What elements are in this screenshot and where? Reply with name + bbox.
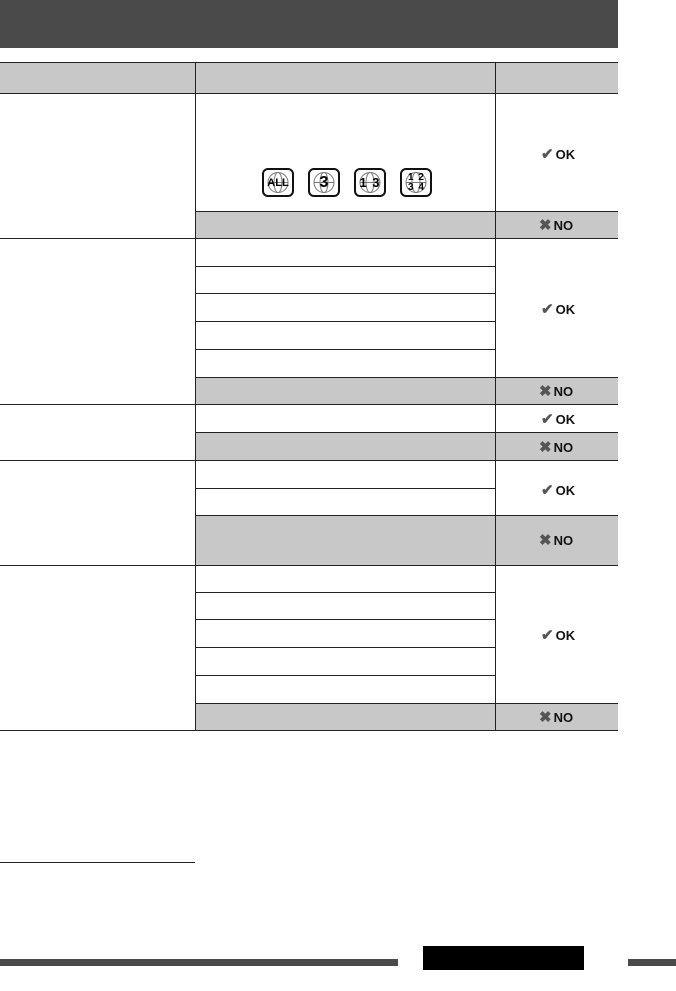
table-rule [195, 349, 495, 350]
cross-icon: ✖ [539, 532, 552, 549]
footer-bar [0, 959, 398, 966]
footer-bar [628, 959, 676, 966]
table-rule [195, 515, 618, 516]
ok-label: OK [555, 627, 576, 643]
no-label: NO [553, 217, 574, 233]
region-3-label: 3 [319, 173, 329, 191]
table-rule [195, 211, 618, 212]
table-rule [0, 404, 618, 405]
no-badge [539, 708, 573, 726]
page-title-bar [0, 0, 618, 48]
table-rule [0, 565, 618, 566]
cross-icon: ✖ [539, 383, 552, 400]
region-1-3-label: 1 3 [359, 175, 381, 190]
no-label: NO [553, 383, 574, 399]
no-badge [539, 382, 573, 400]
ok-label: OK [555, 482, 576, 498]
cross-icon: ✖ [539, 217, 552, 234]
check-icon: ✔ [541, 411, 554, 428]
region-1-2-3-4-label: 1 2 3 4 [408, 171, 424, 193]
ok-label: OK [555, 146, 576, 162]
region-1-2-3-4-icon [400, 168, 432, 197]
check-icon: ✔ [541, 146, 554, 163]
no-badge [539, 216, 573, 234]
ok-label: OK [555, 411, 576, 427]
ok-badge [541, 300, 575, 318]
no-label: NO [553, 709, 574, 725]
ok-badge [541, 410, 575, 428]
no-label: NO [553, 532, 574, 548]
ok-label: OK [555, 301, 576, 317]
table-divider [495, 62, 496, 730]
table-rule [195, 377, 618, 378]
footer-language-tab [423, 946, 584, 970]
ok-badge [541, 145, 575, 163]
table-rule [0, 460, 618, 461]
table-rule [195, 703, 618, 704]
table-rule [195, 592, 495, 593]
no-label: NO [553, 439, 574, 455]
no-badge [539, 531, 573, 549]
cross-icon: ✖ [539, 709, 552, 726]
no-badge [539, 438, 573, 456]
table-rule [195, 266, 495, 267]
cross-icon: ✖ [539, 439, 552, 456]
region-1-3-icon [354, 168, 386, 197]
table-rule [195, 293, 495, 294]
check-icon: ✔ [541, 627, 554, 644]
check-icon: ✔ [541, 301, 554, 318]
table-rule [195, 432, 618, 433]
table-rule [195, 675, 495, 676]
table-rule [0, 238, 618, 239]
region-all-label: ALL [267, 176, 289, 189]
table-rule [195, 488, 495, 489]
check-icon: ✔ [541, 482, 554, 499]
table-rule [195, 619, 495, 620]
table-rule [195, 647, 495, 648]
table-rule [0, 730, 618, 731]
ok-badge [541, 481, 575, 499]
region-3-icon [308, 168, 340, 197]
footnote-rule [0, 862, 195, 863]
table-divider [195, 62, 196, 730]
table-rule [195, 321, 495, 322]
table-header-row [0, 62, 618, 94]
region-all-icon [262, 168, 294, 197]
ok-badge [541, 626, 575, 644]
